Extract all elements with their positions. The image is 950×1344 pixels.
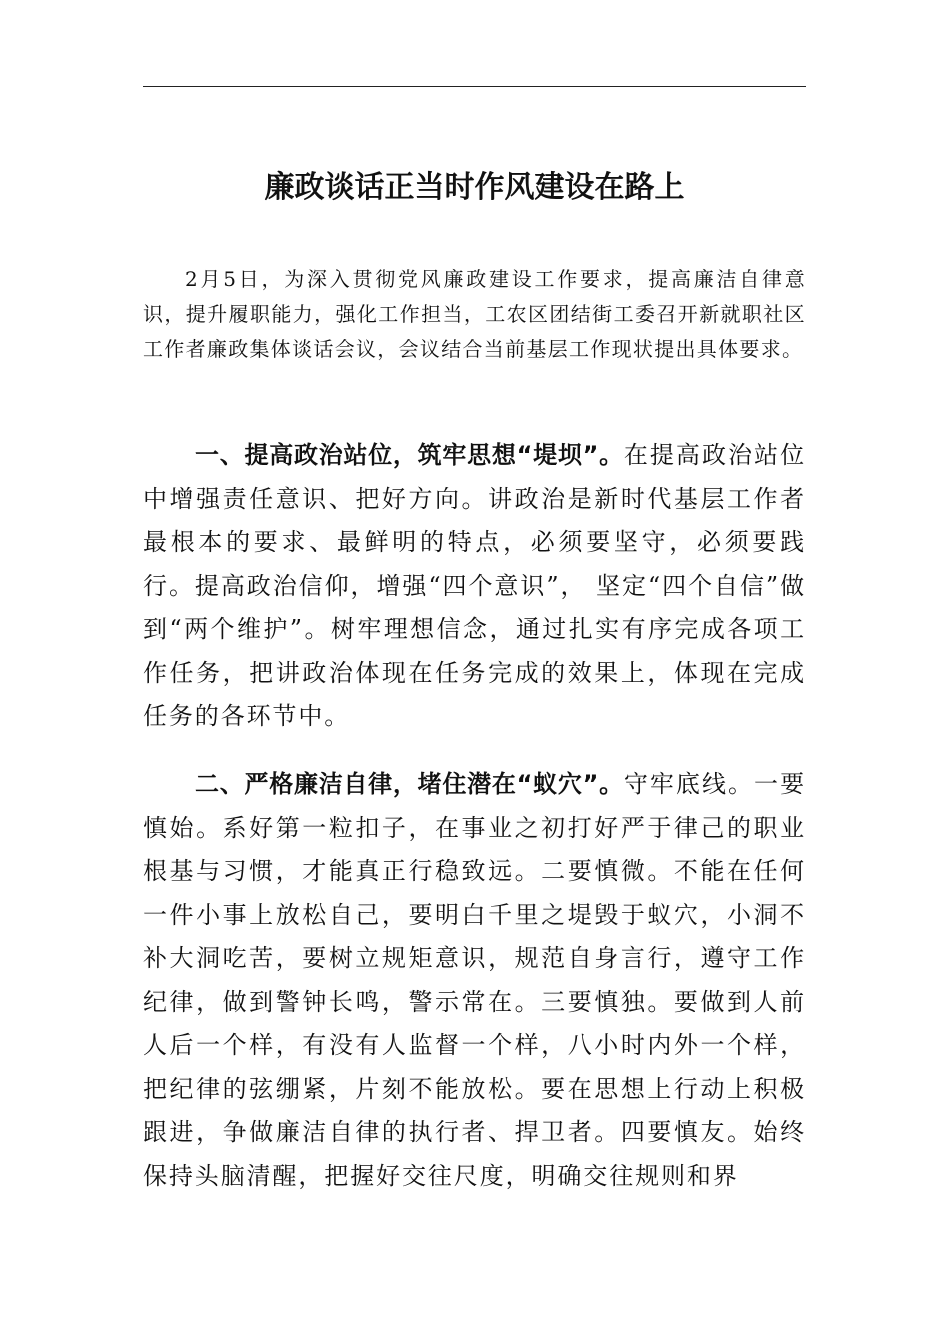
section-1-heading: 一、提高政治站位，筑牢思想“堤坝”。 (195, 441, 624, 469)
section-1-body: 在提高政治站位中增强责任意识、把好方向。讲政治是新时代基层工作者最根本的要求、最鲜明的特点，必须要坚守，必须要践行。提高政治信仰，增强“四个意识”， 坚定“四个自信”做到“两个维护”。树牢理想信念，通过扎实有序完成各项工作任务，把讲政治体现在任务完成的效果上，体现在完成任务的各环节中。 (143, 441, 806, 730)
section-2-heading: 二、严格廉洁自律，堵住潜在“蚁穴”。 (195, 770, 624, 798)
document-title: 廉政谈话正当时作风建设在路上 (264, 170, 685, 205)
intro-paragraph: 2月5日，为深入贯彻党风廉政建设工作要求，提高廉洁自律意识，提升履职能力，强化工作担当，工农区团结街工委召开新就职社区工作者廉政集体谈话会议，会议结合当前基层工作现状提出具体要求。 (143, 267, 806, 361)
section-2-paragraph (143, 763, 806, 1198)
section-1-paragraph (143, 434, 806, 739)
section-2-body: 守牢底线。一要慎始。系好第一粒扣子，在事业之初打好严于律己的职业根基与习惯，才能真正行稳致远。二要慎微。不能在任何一件小事上放松自己，要明白千里之堤毁于蚁穴，小洞不补大洞吃苦，要树立规矩意识，规范自身言行，遵守工作纪律，做到警钟长鸣，警示常在。三要慎独。要做到人前人后一个样，有没有人监督一个样，八小时内外一个样，把纪律的弦绷紧，片刻不能放松。要在思想上行动上积极跟进，争做廉洁自律的执行者、捍卫者。四要慎友。始终保持头脑清醒，把握好交往尺度，明确交往规则和界 (143, 770, 806, 1190)
header-rule (143, 86, 806, 87)
